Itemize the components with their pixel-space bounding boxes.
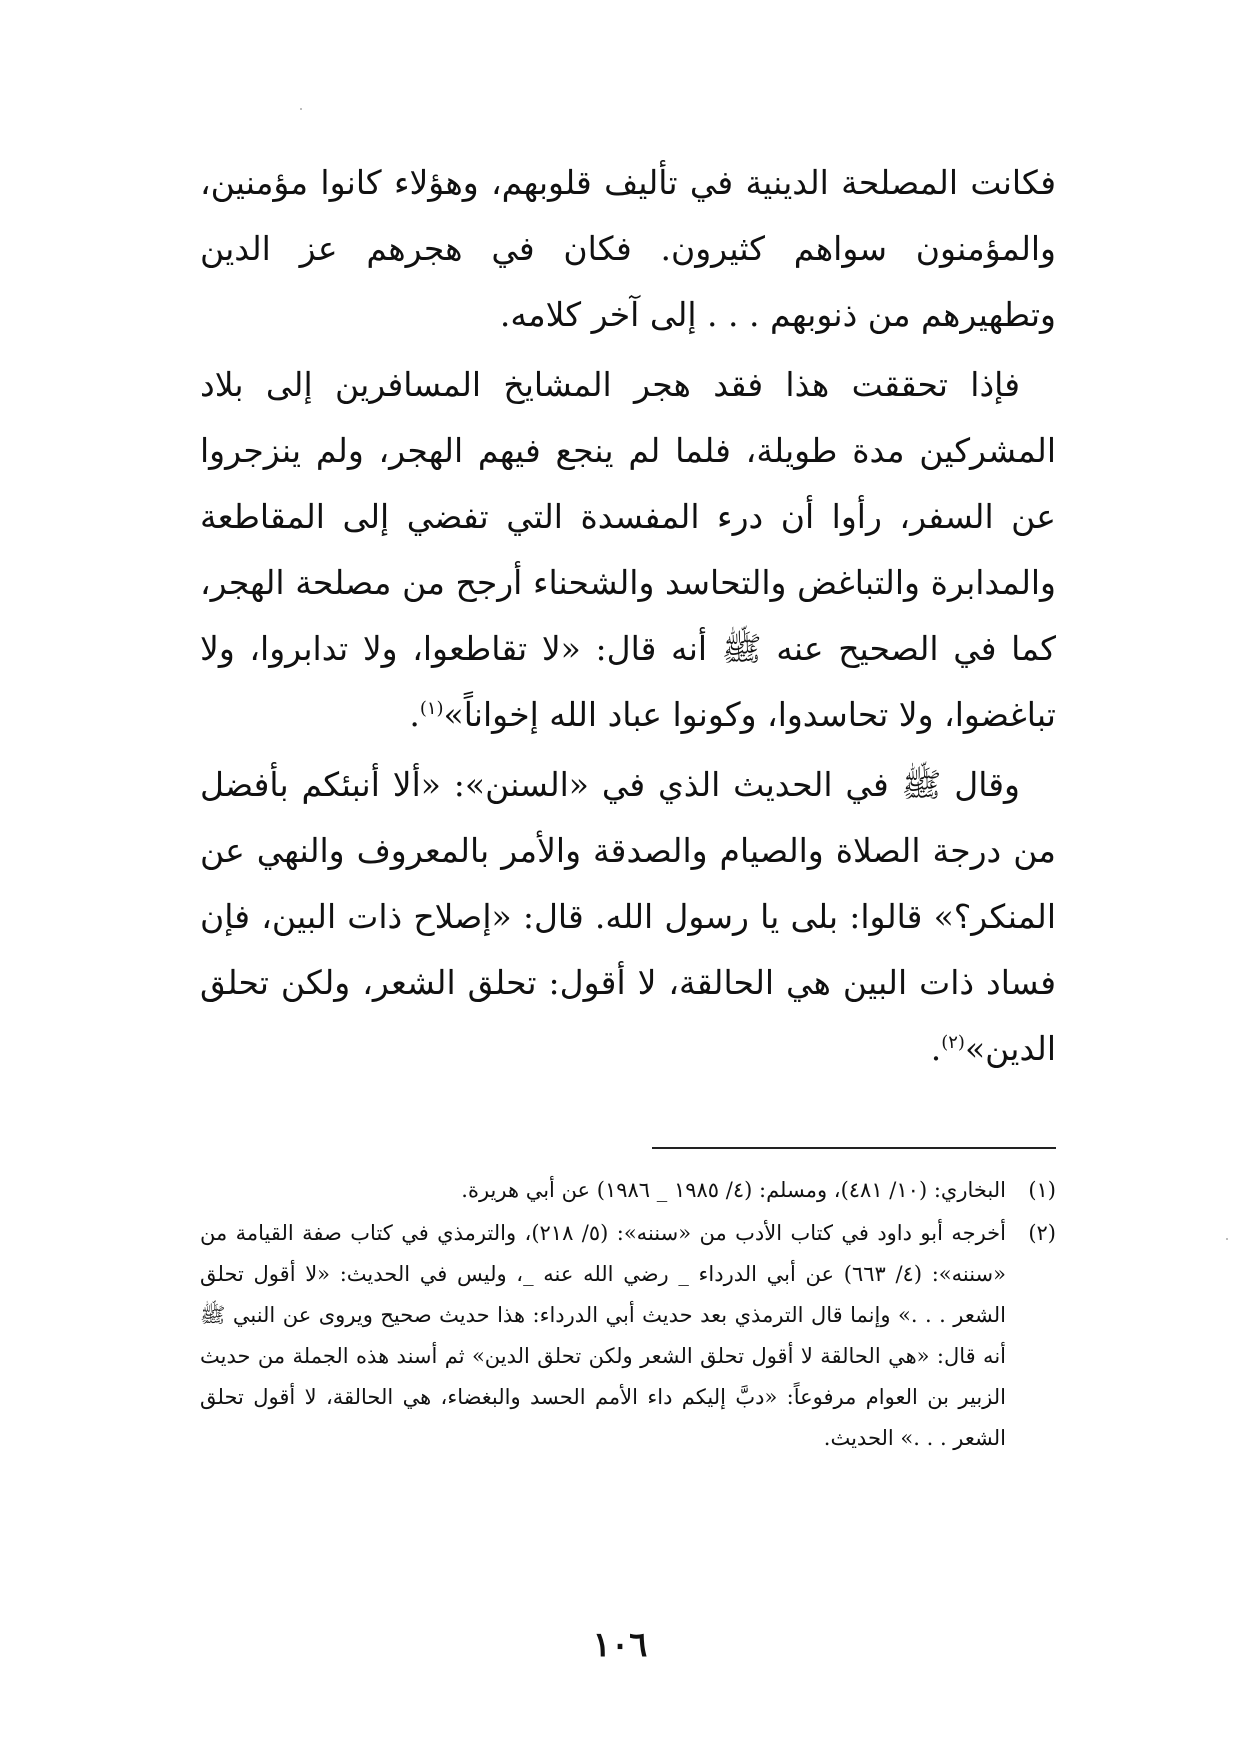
- paragraph-2: [200, 352, 1056, 748]
- scan-mark-right: [1226, 1238, 1228, 1240]
- paragraph-3-end: .: [930, 1029, 942, 1068]
- page-number: ١٠٦: [592, 1625, 648, 1665]
- paragraph-1-text: فكانت المصلحة الدينية في تأليف قلوبهم، وهؤلاء كانوا مؤمنين، والمؤمنون سواهم كثيرون. فكان في هجرهم عز الدين وتطهيرهم من ذنوبهم . . . إلى آخر كلامه.: [200, 163, 1056, 334]
- footnote-1: [200, 1170, 1056, 1211]
- scan-mark-top: [300, 108, 302, 110]
- paragraph-2-text: فإذا تحققت هذا فقد هجر المشايخ المسافرين إلى بلاد المشركين مدة طويلة، فلما لم ينجع فيهم الهجر، ولم ينزجروا عن السفر، رأوا أن درء المفسدة التي تفضي إلى المقاطعة والمدابرة والتباغض والتحاسد والشحناء أرجح من مصلحة الهجر، كما في الصحيح عنه ﷺ أنه قال: «لا تقاطعوا، ولا تدابروا، ولا تباغضوا، ولا تحاسدوا، وكونوا عباد الله إخواناً»: [200, 365, 1056, 734]
- footnote-ref-1: (١): [419, 698, 444, 719]
- footnote-1-text: البخاري: (١٠/ ٤٨١)، ومسلم: (٤/ ١٩٨٥ _ ١٩٨٦) عن أبي هريرة.: [461, 1178, 1006, 1202]
- footnote-2-number: (٢): [1028, 1221, 1056, 1245]
- footnote-2: [200, 1213, 1056, 1459]
- paragraph-2-end: .: [409, 695, 420, 734]
- main-text: [200, 150, 1056, 1086]
- paragraph-1: [200, 150, 1056, 348]
- footnote-separator: [652, 1147, 1056, 1149]
- footnote-2-text: أخرجه أبو داود في كتاب الأدب من «سننه»: (٥/ ٢١٨)، والترمذي في كتاب صفة القيامة من «سننه»: (٤/ ٦٦٣) عن أبي الدرداء _ رضي الله عنه _، وليس في الحديث: «لا أقول تحلق الشعر . . .» وإنما قال الترمذي بعد حديث أبي الدرداء: هذا حديث صحيح ويروى عن النبي ﷺ أنه قال: «هي الحالقة لا أقول تحلق الشعر ولكن تحلق الدين» ثم أسند هذه الجملة من حديث الزبير بن العوام مرفوعاً: «دبَّ إليكم داء الأمم الحسد والبغضاء، هي الحالقة، لا أقول تحلق الشعر . . .» الحديث.: [200, 1221, 1007, 1450]
- footnote-1-number: (١): [1028, 1178, 1056, 1202]
- footnote-ref-2: (٢): [941, 1032, 965, 1053]
- footnotes: [200, 1170, 1056, 1461]
- paragraph-3-text: وقال ﷺ في الحديث الذي في «السنن»: «ألا أنبئكم بأفضل من درجة الصلاة والصيام والصدقة والأمر بالمعروف والنهي عن المنكر؟» قالوا: بلى يا رسول الله. قال: «إصلاح ذات البين، فإن فساد ذات البين هي الحالقة، لا أقول: تحلق الشعر، ولكن تحلق الدين»: [200, 765, 1056, 1068]
- paragraph-3: [200, 752, 1056, 1082]
